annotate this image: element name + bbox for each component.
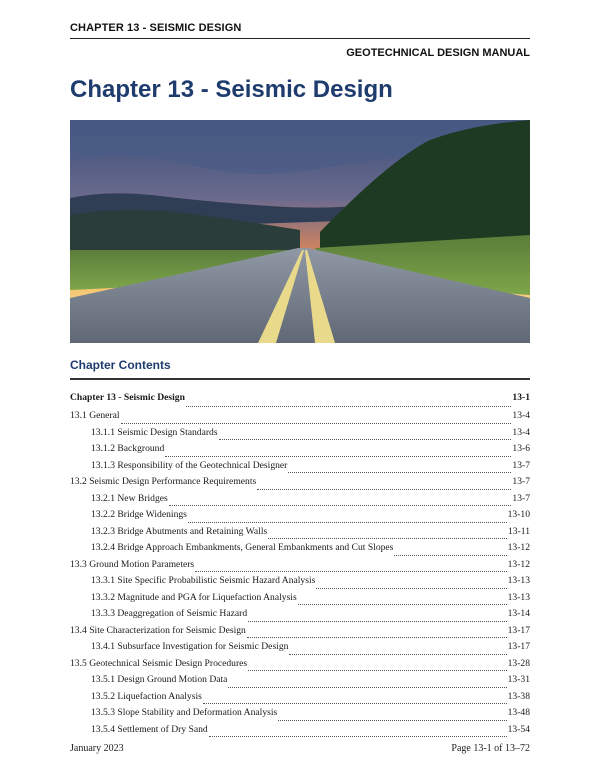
toc-entry-page: 13-7 <box>512 476 530 487</box>
toc-entry-page: 13-17 <box>507 641 530 652</box>
toc-entry-page: 13-13 <box>507 591 530 603</box>
running-head: CHAPTER 13 - SEISMIC DESIGN <box>70 22 242 34</box>
toc-entry-page: 13-13 <box>507 575 530 586</box>
manual-title: GEOTECHNICAL DESIGN MANUAL <box>346 47 530 59</box>
toc-entry-page: 13-7 <box>512 492 530 504</box>
toc-leader-dots <box>268 538 507 539</box>
toc-entry[interactable] <box>70 542 530 559</box>
toc-entry-page: 13-17 <box>507 624 530 636</box>
toc-leader-dots <box>289 654 506 655</box>
hero-image <box>70 120 530 343</box>
toc-entry-page: 13-4 <box>512 426 530 438</box>
table-of-contents <box>70 392 530 740</box>
toc-leader-dots <box>394 555 506 556</box>
toc-entry-page: 13-28 <box>507 657 530 669</box>
road-sunset-illustration <box>70 120 530 343</box>
toc-entry-page: 13-4 <box>512 410 530 421</box>
page-footer <box>70 743 530 754</box>
toc-entry-label: 13.1.2 Background <box>91 443 165 454</box>
toc-entry-page: 13-31 <box>507 674 530 685</box>
toc-entry[interactable] <box>70 641 530 658</box>
toc-leader-dots <box>186 406 511 407</box>
toc-leader-dots <box>278 720 506 721</box>
toc-entry[interactable] <box>70 691 530 708</box>
toc-entry-page: 13-14 <box>507 608 530 619</box>
toc-entry[interactable] <box>70 608 530 625</box>
toc-entry[interactable] <box>70 707 530 724</box>
toc-entry-label: 13.2.2 Bridge Widenings <box>91 509 187 520</box>
toc-entry-label: 13.3 Ground Motion Parameters <box>70 558 195 570</box>
toc-leader-dots <box>121 423 512 424</box>
toc-entry-label: 13.4 Site Characterization for Seismic Design <box>70 624 246 636</box>
toc-entry-label: 13.1.1 Seismic Design Standards <box>91 426 218 438</box>
toc-leader-dots <box>248 670 506 671</box>
toc-entry-label: 13.3.3 Deaggregation of Seismic Hazard <box>91 608 248 619</box>
toc-leader-dots <box>165 456 511 457</box>
toc-entry-label: Chapter 13 - Seismic Design <box>70 392 185 403</box>
toc-entry[interactable] <box>70 526 530 543</box>
toc-entry-page: 13-48 <box>507 707 530 718</box>
toc-leader-dots <box>316 588 506 589</box>
toc-entry[interactable] <box>70 559 530 576</box>
toc-entry-label: 13.1 General <box>70 410 120 421</box>
chapter-title: Chapter 13 - Seismic Design <box>70 76 393 103</box>
toc-entry[interactable] <box>70 509 530 526</box>
toc-entry-page: 13-12 <box>507 542 530 553</box>
toc-entry-page: 13-11 <box>507 525 530 537</box>
toc-entry-label: 13.2.4 Bridge Approach Embankments, General Embankments and Cut Slopes <box>91 542 394 553</box>
toc-entry-label: 13.1.3 Responsibility of the Geotechnical Designer <box>91 459 288 471</box>
toc-leader-dots <box>247 637 507 638</box>
toc-entry-page: 13-54 <box>507 723 530 735</box>
toc-entry[interactable] <box>70 443 530 460</box>
toc-entry[interactable] <box>70 658 530 675</box>
toc-leader-dots <box>169 505 512 506</box>
toc-entry[interactable] <box>70 427 530 444</box>
toc-entry[interactable] <box>70 674 530 691</box>
toc-entry-page: 13-6 <box>512 443 530 454</box>
header-rule <box>70 38 530 39</box>
toc-entry-page: 13-7 <box>512 459 530 471</box>
toc-entry-page: 13-12 <box>507 558 530 570</box>
toc-entry[interactable] <box>70 493 530 510</box>
toc-entry-label: 13.2.1 New Bridges <box>91 492 168 504</box>
toc-entry-page: 13-10 <box>507 509 530 520</box>
toc-entry-label: 13.4.1 Subsurface Investigation for Seismic Design <box>91 641 289 652</box>
toc-leader-dots <box>288 472 511 473</box>
contents-heading: Chapter Contents <box>70 358 171 372</box>
toc-leader-dots <box>203 703 507 704</box>
toc-entry[interactable] <box>70 625 530 642</box>
toc-leader-dots <box>195 571 506 572</box>
toc-entry[interactable] <box>70 724 530 741</box>
toc-entry[interactable] <box>70 460 530 477</box>
toc-entry-page: 13-38 <box>507 690 530 702</box>
toc-entry[interactable] <box>70 476 530 493</box>
toc-entry[interactable] <box>70 575 530 592</box>
toc-entry-label: 13.2.3 Bridge Abutments and Retaining Walls <box>91 525 268 537</box>
toc-entry-label: 13.5 Geotechnical Seismic Design Procedures <box>70 657 248 669</box>
toc-entry-label: 13.5.1 Design Ground Motion Data <box>91 674 228 685</box>
toc-entry[interactable] <box>70 410 530 427</box>
toc-leader-dots <box>219 439 512 440</box>
toc-entry[interactable] <box>70 592 530 609</box>
toc-entry-label: 13.3.2 Magnitude and PGA for Liquefaction Analysis <box>91 591 297 603</box>
toc-leader-dots <box>298 604 507 605</box>
contents-rule <box>70 378 530 380</box>
toc-entry-label: 13.3.1 Site Specific Probabilistic Seismic Hazard Analysis <box>91 575 316 586</box>
toc-leader-dots <box>257 489 511 490</box>
footer-page-number: Page 13-1 of 13–72 <box>451 743 530 754</box>
toc-leader-dots <box>188 522 507 523</box>
toc-entry-label: 13.5.2 Liquefaction Analysis <box>91 690 202 702</box>
toc-entry-label: 13.2 Seismic Design Performance Requirements <box>70 476 257 487</box>
toc-entry-label: 13.5.4 Settlement of Dry Sand <box>91 723 208 735</box>
toc-leader-dots <box>228 687 506 688</box>
toc-leader-dots <box>248 621 506 622</box>
toc-entry[interactable] <box>70 392 530 410</box>
toc-entry-label: 13.5.3 Slope Stability and Deformation Analysis <box>91 707 278 718</box>
toc-leader-dots <box>209 736 507 737</box>
toc-entry-page: 13-1 <box>512 392 530 403</box>
footer-date: January 2023 <box>70 743 124 754</box>
